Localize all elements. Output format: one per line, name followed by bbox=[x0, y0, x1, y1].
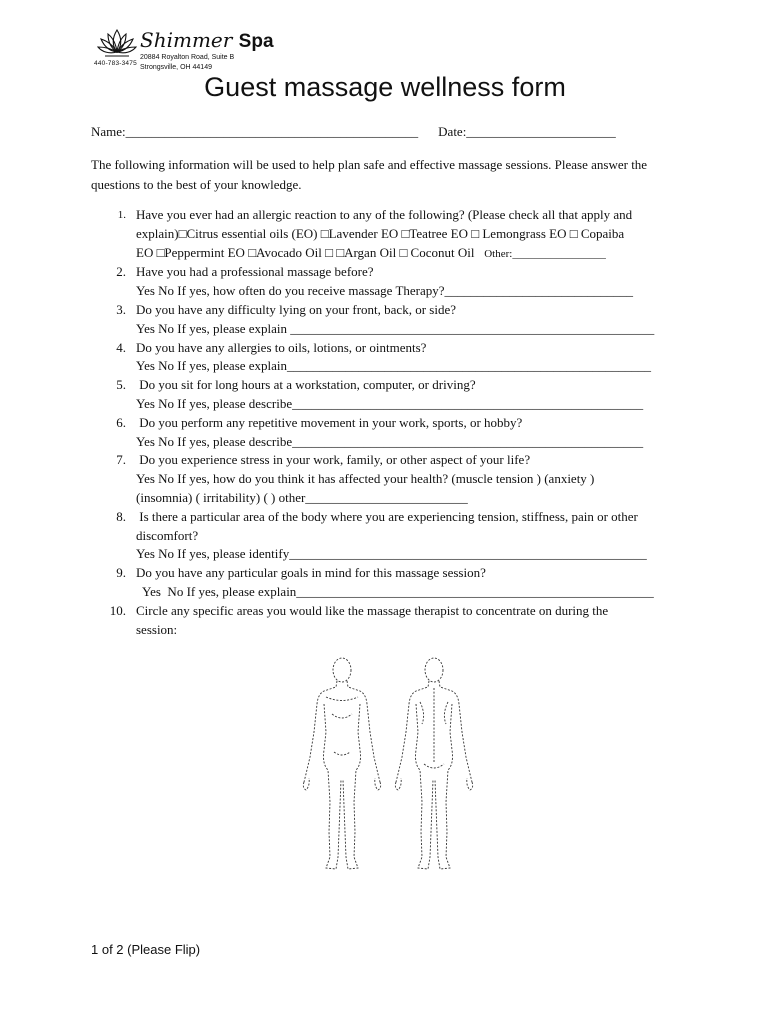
question-line: Do you sit for long hours at a workstation, computer, or driving? bbox=[136, 377, 476, 393]
question-number: 3. bbox=[116, 301, 126, 317]
phone-number: 440-783-3475 bbox=[94, 60, 137, 67]
question-number: 2. bbox=[116, 264, 126, 280]
allergy-checkbox-options[interactable]: EO □Peppermint EO □Avocado Oil □ □Argan Oil □ Coconut Oil bbox=[136, 244, 475, 260]
question-9 bbox=[104, 564, 684, 602]
answer-line[interactable]: Yes No If yes, please identify_______________________________________________________ bbox=[136, 546, 647, 562]
question-line: Do you have any particular goals in mind for this massage session? bbox=[136, 565, 486, 581]
question-2 bbox=[104, 263, 684, 301]
address-line-1: 20884 Royalton Road, Suite B bbox=[140, 54, 235, 61]
question-number: 5. bbox=[116, 377, 126, 393]
brand-name bbox=[140, 28, 274, 53]
question-number: 7. bbox=[116, 452, 126, 468]
question-6 bbox=[104, 414, 684, 452]
answer-line[interactable]: Yes No If yes, how do you think it has affected your health? (muscle tension ) (anxiety ) bbox=[136, 471, 595, 487]
question-line: Do you perform any repetitive movement in your work, sports, or hobby? bbox=[136, 414, 523, 430]
body-diagram[interactable] bbox=[288, 652, 484, 882]
question-line: Circle any specific areas you would like the massage therapist to concentrate on during the bbox=[136, 602, 609, 618]
question-5 bbox=[104, 376, 684, 414]
question-line: Do you experience stress in your work, family, or other aspect of your life? bbox=[136, 452, 531, 468]
question-line: session: bbox=[136, 621, 178, 637]
answer-line[interactable]: Yes No If yes, please explain_______________________________________________________ bbox=[136, 583, 654, 599]
address-line-2: Strongsville, OH 44149 bbox=[140, 64, 212, 71]
question-number: 4. bbox=[116, 339, 126, 355]
brand-script: Shimmer bbox=[140, 28, 233, 52]
date-field[interactable]: Date:_______________________ bbox=[438, 124, 616, 139]
answer-line[interactable]: Yes No If yes, please explain________________________________________________________ bbox=[136, 358, 652, 374]
other-field[interactable]: Other:_________________ bbox=[484, 247, 606, 260]
question-number: 9. bbox=[116, 565, 126, 581]
answer-line[interactable]: Yes No If yes, please explain ________________________________________________________ bbox=[136, 320, 655, 336]
question-4 bbox=[104, 339, 684, 377]
question-3 bbox=[104, 301, 684, 339]
page-title: Guest massage wellness form bbox=[204, 72, 566, 102]
question-line: Is there a particular area of the body where you are experiencing tension, stiffness, pain or other bbox=[136, 508, 638, 524]
page-footer: 1 of 2 (Please Flip) bbox=[91, 942, 201, 957]
question-line: Do you have any difficulty lying on your front, back, or side? bbox=[136, 301, 456, 317]
spa-logo bbox=[94, 26, 274, 76]
question-line: discomfort? bbox=[136, 527, 199, 543]
question-list bbox=[104, 206, 684, 639]
question-line: Do you have any allergies to oils, lotions, or ointments? bbox=[136, 339, 427, 355]
address bbox=[140, 53, 234, 73]
question-number: 10. bbox=[109, 602, 126, 618]
name-field[interactable]: Name:_____________________________________________ bbox=[91, 124, 419, 139]
name-date-row bbox=[91, 124, 616, 140]
question-8 bbox=[104, 508, 684, 564]
question-7 bbox=[104, 451, 684, 507]
question-number: 6. bbox=[116, 414, 126, 430]
answer-line[interactable]: Yes No If yes, please describe______________________________________________________ bbox=[136, 395, 644, 411]
back-body-figure[interactable] bbox=[395, 658, 472, 869]
answer-line[interactable]: Yes No If yes, please describe______________________________________________________ bbox=[136, 433, 644, 449]
brand-bold: Spa bbox=[238, 31, 274, 52]
answer-line[interactable]: (insomnia) ( irritability) ( ) other_________________________ bbox=[136, 489, 468, 505]
question-line: Have you ever had an allergic reaction to any of the following? (Please check all that apply and bbox=[136, 207, 633, 222]
lotus-logo-icon bbox=[97, 26, 137, 60]
question-line: Have you had a professional massage before? bbox=[136, 264, 374, 280]
question-10 bbox=[104, 602, 684, 640]
intro-text: The following information will be used to help plan safe and effective massage sessions. Please answer the questions to the best of your knowledge. bbox=[91, 157, 648, 192]
question-number: 1. bbox=[117, 209, 126, 221]
question-1 bbox=[104, 206, 684, 263]
allergy-checkbox-options[interactable]: explain)□Citrus essential oils (EO) □Lavender EO □Teatree EO □ Lemongrass EO □ Copaiba bbox=[136, 225, 625, 241]
question-number: 8. bbox=[116, 508, 126, 524]
front-body-figure[interactable] bbox=[303, 658, 380, 869]
answer-line[interactable]: Yes No If yes, how often do you receive massage Therapy?_____________________________ bbox=[136, 283, 634, 299]
